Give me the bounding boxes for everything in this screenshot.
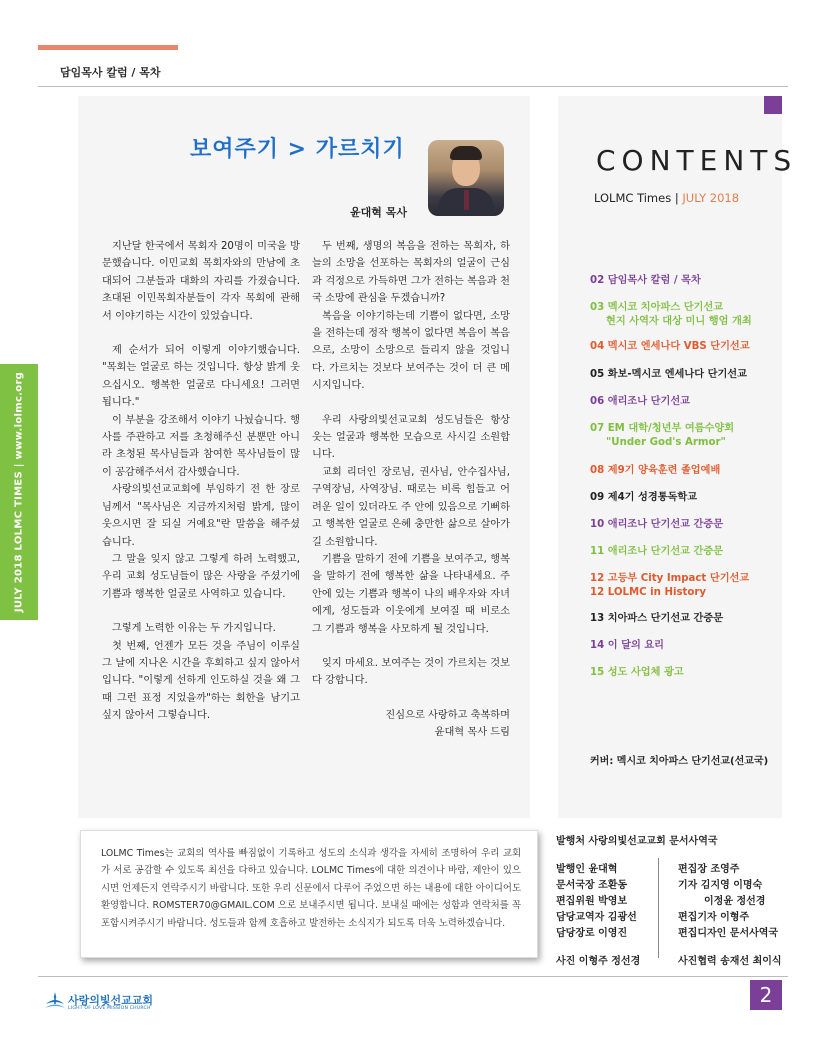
bottom-divider: [38, 976, 788, 977]
toc-item-title: 09 제4기 성경통독학교: [590, 492, 698, 503]
toc-item[interactable]: [590, 666, 684, 680]
staff-left: 발행인 윤대혁: [556, 864, 618, 875]
staff-right: 편집디자인 문서사역국: [678, 928, 779, 939]
issue-month: JULY 2018: [682, 191, 740, 205]
paragraph: 교회 리더인 장로님, 권사님, 안수집사님, 구역장님, 사역장님. 때로는 비록 힘들고 어려운 일이 있더라도 주 안에 있음으로 기뻐하고 행복한 얼굴로 은혜 충만한 삶으로 살아가길 소원합니다.: [312, 466, 510, 548]
publication-name: LOLMC Times: [594, 191, 672, 205]
paragraph: 그렇게 노력한 이유는 두 가지입니다.: [112, 623, 276, 635]
closing-signature: 윤대혁 목사 드림: [434, 727, 510, 739]
author-photo: [428, 140, 504, 216]
staff-left: 담당장로 이영진: [556, 928, 628, 939]
staff-right: 편집기자 이형주: [678, 912, 750, 923]
paragraph: 두 번째, 생명의 복음을 전하는 목회자, 하늘의 소망을 선포하는 목회자의 얼굴이 근심과 걱정으로 가득하면 그가 전하는 복음과 천국 소망에 관심을 두겠습니까?: [312, 241, 510, 305]
closing-line: 진심으로 사랑하고 축복하며: [385, 709, 510, 721]
toc-item-title: 05 화보-멕시코 엔세나다 단기선교: [590, 369, 747, 380]
paragraph: 지난달 한국에서 목회자 20명이 미국을 방문했습니다. 이민교회 목회자와의 만남에 초대되어 그분들과 대화의 자리를 가졌습니다. 초대된 이민목회자분들이 각자 목회에 관해서 이야기하는 시간이 있었습니다.: [102, 241, 300, 322]
editorial-notice: [80, 830, 538, 958]
toc-item-subtitle: 12 LOLMC in History: [590, 587, 707, 598]
photo-support-credit: 사진협력 송재선 최이식: [678, 956, 782, 967]
staff-right: 기자 김지영 이명숙: [678, 880, 763, 891]
page-number: 2: [750, 980, 782, 1010]
staff-left: 담당교역자 김광선: [556, 912, 637, 923]
paragraph: 이 부분을 강조해서 이야기 나눴습니다. 행사를 주관하고 저를 초청해주신 분뿐만 아니라 초청된 목사님들과 참여한 목사님들이 많이 공감해주셔서 감사했습니다.: [102, 414, 300, 478]
toc-item[interactable]: [590, 639, 664, 653]
paragraph: 사랑의빛선교교회에 부임하기 전 한 장로님께서 "목사님은 지금까지처럼 밝게, 많이 웃으시면 잘 되실 거예요"란 말씀을 해주셨습니다.: [102, 484, 300, 548]
toc-item-title: 11 애리조나 단기선교 간증문: [590, 546, 724, 557]
toc-item-subtitle: "Under God's Armor": [606, 437, 726, 448]
contents-subtitle: [594, 191, 739, 205]
contents-title: CONTENTS: [596, 144, 798, 177]
toc-item-subtitle: 현지 사역자 대상 미니 행엄 개최: [606, 316, 752, 327]
article-column-right: [312, 238, 510, 742]
staff-left: 문서국장 조환동: [556, 880, 628, 891]
toc-item-title: 03 멕시코 치아파스 단기선교: [590, 302, 724, 313]
toc-item[interactable]: [590, 491, 697, 505]
toc-item-title: 07 EM 대학/청년부 여름수양회: [590, 423, 735, 434]
toc-item-title: 13 치아파스 단기선교 간증문: [590, 613, 724, 624]
toc-item[interactable]: [590, 545, 723, 559]
article-title: 보여주기 > 가르치기: [190, 137, 405, 162]
toc-item[interactable]: [590, 340, 750, 354]
purple-accent-square: [764, 96, 782, 114]
toc-item-title: 04 멕시코 엔세나다 VBS 단기선교: [590, 341, 750, 352]
staff-right: 편집장 조영주: [678, 864, 740, 875]
photo-credit: 사진 이형주 정선경: [556, 956, 641, 967]
toc-item-title: 14 이 달의 요리: [590, 640, 665, 651]
toc-item[interactable]: [590, 422, 734, 450]
logo-text-english: LIGHT OF LOVE MISSION CHURCH: [68, 1006, 151, 1011]
staff-left: 편집위원 박영보: [556, 896, 628, 907]
toc-item-title: 15 성도 사업체 광고: [590, 667, 684, 678]
toc-item-title: 02 담임목사 칼럼 / 목차: [590, 275, 701, 286]
toc-item[interactable]: [590, 464, 720, 478]
toc-item[interactable]: [590, 368, 747, 382]
toc-item-title: 06 애리조나 단기선교: [590, 396, 690, 407]
pastor-column: [78, 96, 530, 818]
toc-item-title: 08 제9기 양육훈련 졸업예배: [590, 465, 721, 476]
notice-text: LOLMC Times는 교회의 역사를 빠짐없이 기록하고 성도의 소식과 생각을 자세히 조명하여 우리 교회가 서로 공감할 수 있도록 최선을 다하고 있습니다. LOLMC Times에 대한 의견이나 바람, 제안이 있으시면 언제든지 연락주시기 바랍니다. 또한 우리 신문에서 다루어 주었으면 하는 내용에 대한 아이디어도 환영합니다. ROMSTER70@GMAIL.COM 으로 보내주시면 됩니다. 보내실 때에는 성함과 연락처를 꼭 포함시켜주시기 바랍니다. 성도들과 함께 호흡하고 발전하는 소식지가 되도록 더욱 노력하겠습니다.: [101, 848, 521, 929]
paragraph: 잊지 마세요. 보여주는 것이 가르치는 것보다 강합니다.: [312, 657, 510, 687]
paragraph: 기쁨을 말하기 전에 기쁨을 보여주고, 행복을 말하기 전에 행복한 삶을 나타내세요. 주 안에 있는 기쁨과 행복이 나의 배우자와 자녀에게, 성도들과 이웃에게 보여질 때 비로소 그 기쁨과 행복을 사모하게 될 것입니다.: [312, 553, 510, 635]
toc-item[interactable]: [590, 274, 701, 288]
subtitle-separator: |: [674, 191, 679, 205]
staff-right: 이정윤 정선경: [704, 896, 766, 907]
side-tab-text: JULY 2018 LOLMC TIMES | www.lolmc.org: [13, 371, 25, 613]
toc-item[interactable]: [590, 612, 723, 626]
section-label: 담임목사 칼럼 / 목차: [60, 66, 161, 79]
logo-text-korean: 사랑의빛선교교회: [68, 994, 154, 1007]
toc-item[interactable]: [590, 301, 752, 329]
author-name: 윤대혁 목사: [350, 206, 407, 219]
paragraph: 그 말을 잊지 않고 그렇게 하려 노력했고, 우리 교회 성도님들이 많은 사랑을 주셨기에 기쁨과 행복한 얼굴로 사역하고 있습니다.: [102, 553, 300, 600]
church-logo-icon: [44, 990, 66, 1012]
top-divider: [38, 86, 788, 87]
masthead-divider: [658, 858, 659, 958]
paragraph: 첫 번째, 언젠가 모든 것을 주님이 이루실 그 날에 지나온 시간을 후회하고 싶지 않아서입니다. "이렇게 선하게 인도하실 것을 왜 그때 그런 표정 지었을까"하는 회한을 남기고 싶지 않아서 그렇습니다.: [102, 640, 300, 722]
toc-item[interactable]: [590, 518, 723, 532]
toc-item[interactable]: [590, 395, 690, 409]
paragraph: 제 순서가 되어 이렇게 이야기했습니다. "목회는 얼굴로 하는 것입니다. 항상 밝게 웃으십시오. 행복한 얼굴로 다니세요! 그러면 됩니다.": [102, 345, 300, 409]
paragraph: 복음을 이야기하는데 기쁨이 없다면, 소망을 전하는데 정작 행복이 없다면 복음이 복음으로, 소망이 소망으로 들리지 않을 것입니다. 가르치는 것보다 보여주는 것이 더 큰 메시지입니다.: [312, 310, 510, 392]
contents-panel: [558, 96, 798, 818]
toc-item[interactable]: [590, 572, 749, 600]
toc-item-title: 10 애리조나 단기선교 간증문: [590, 519, 724, 530]
side-tab: [0, 364, 38, 620]
top-accent-bar: [38, 45, 178, 50]
paragraph: 우리 사랑의빛선교교회 성도님들은 항상 웃는 얼굴과 행복한 모습으로 사시길 소원합니다.: [312, 414, 510, 461]
toc-item-title: 12 고등부 City Impact 단기선교: [590, 573, 750, 584]
article-column-left: [102, 238, 300, 725]
publisher: 발행처 사랑의빛선교교회 문서사역국: [556, 836, 718, 847]
cover-credit: 커버: 멕시코 치아파스 단기선교(선교국): [590, 756, 769, 767]
